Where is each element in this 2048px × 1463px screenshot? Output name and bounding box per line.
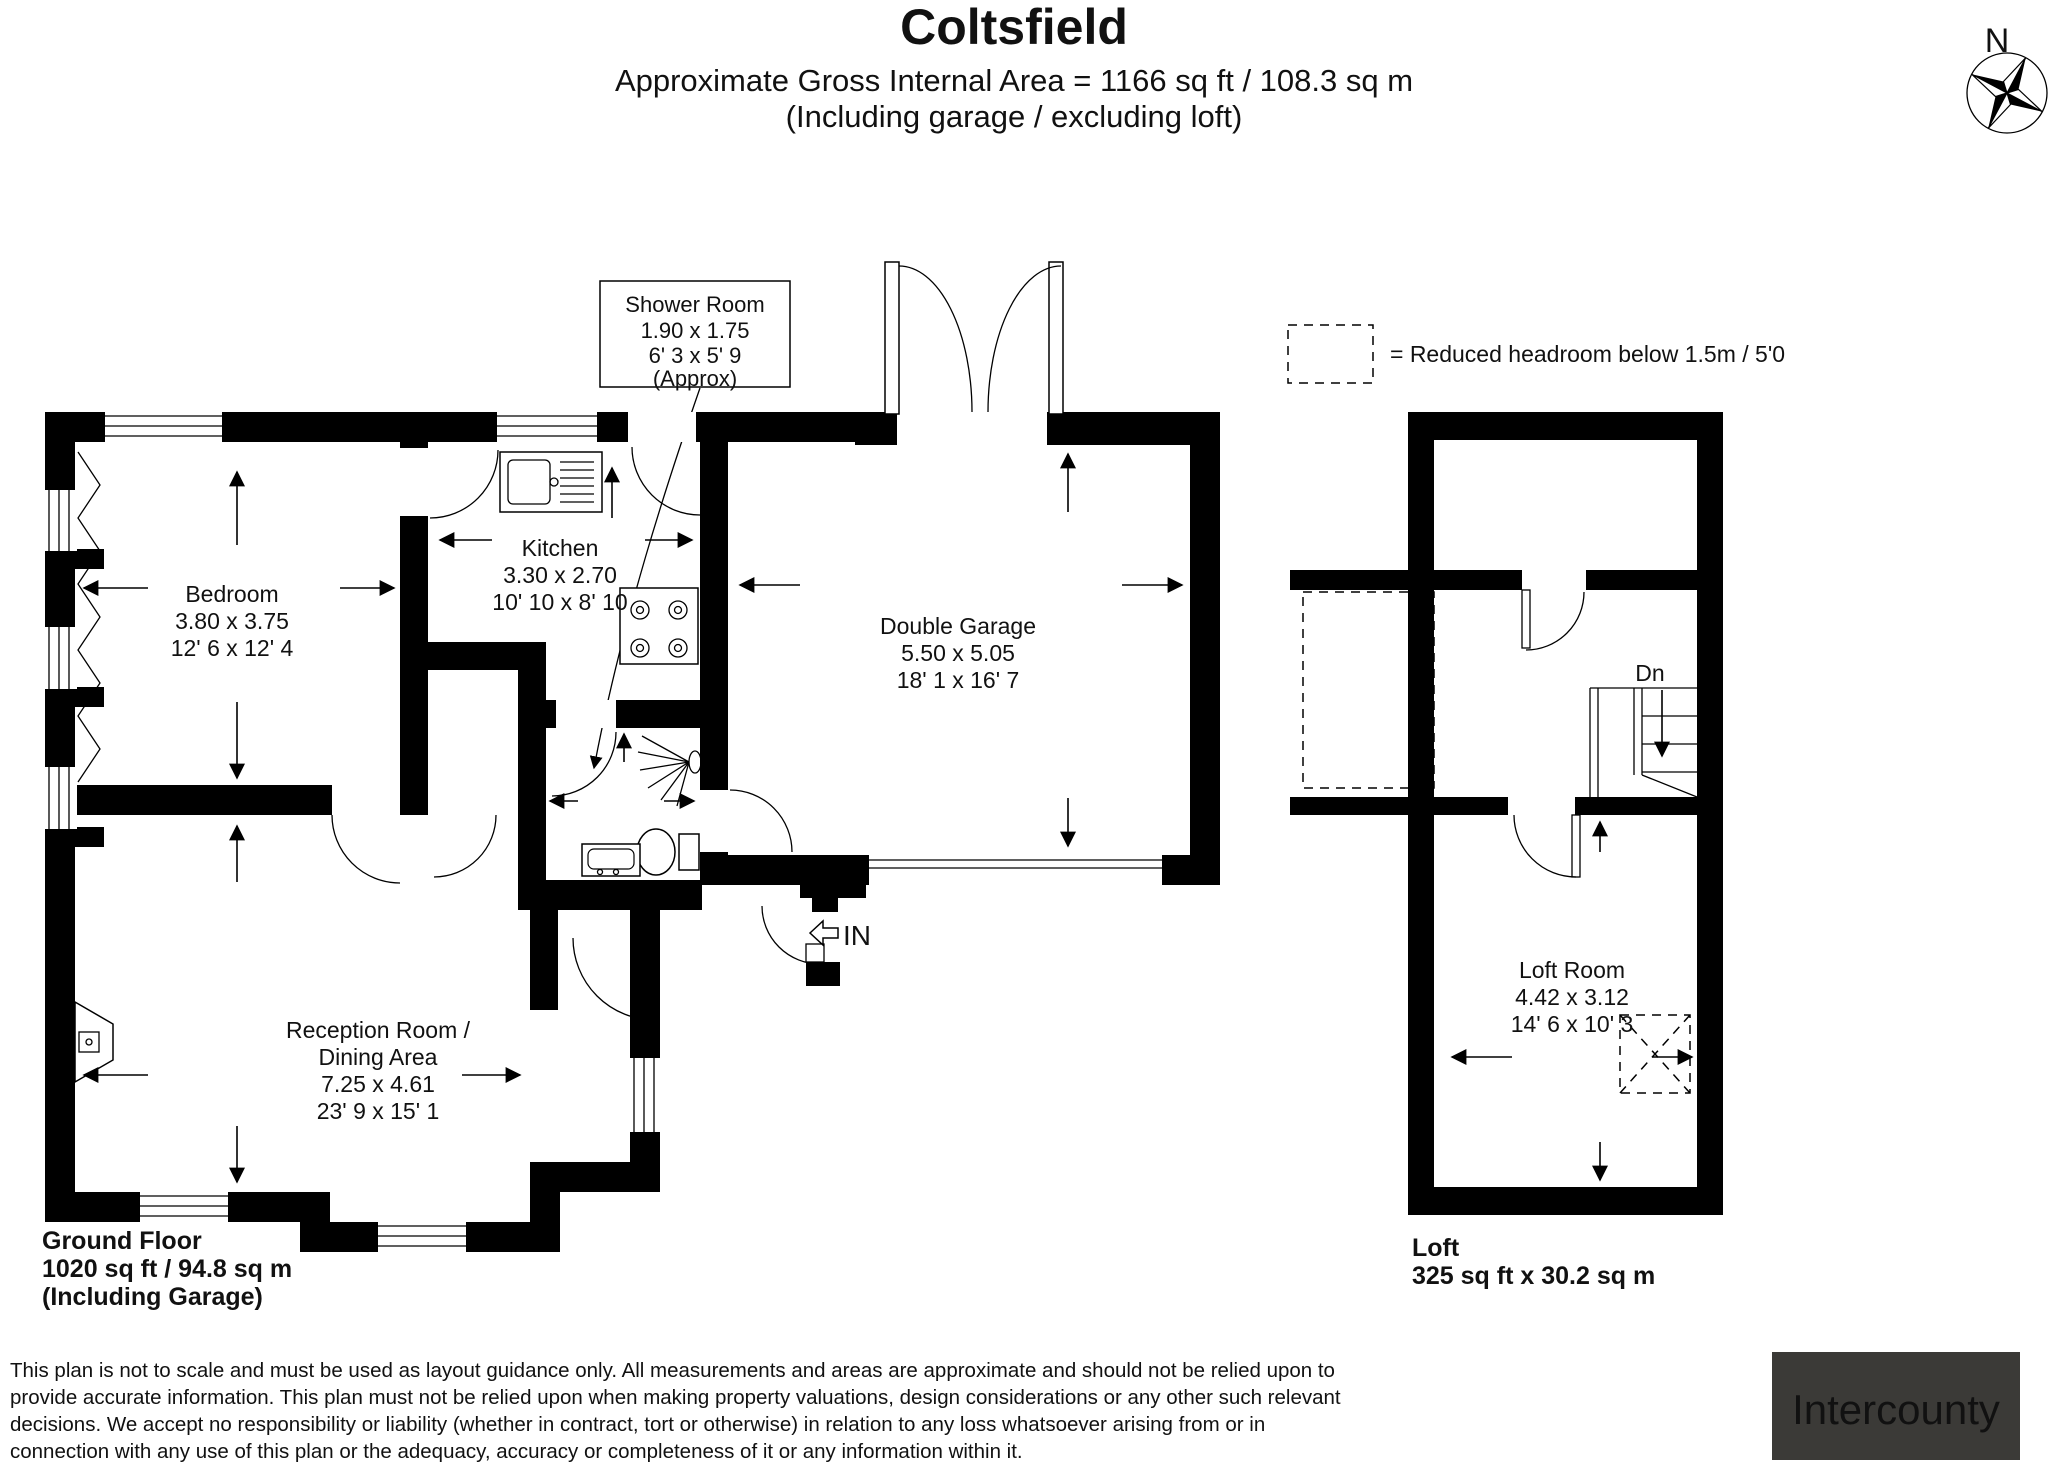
shower-room-callout (594, 281, 790, 768)
header (615, 0, 1413, 134)
legend-text: = Reduced headroom below 1.5m / 5'0 (1390, 341, 1785, 367)
wardrobe-zigzag (78, 452, 100, 782)
landing-door-arc (1526, 592, 1584, 650)
bedroom-door-arc (332, 815, 400, 883)
loft-walls (1290, 412, 1723, 1215)
garage-metric: 5.50 x 5.05 (901, 640, 1015, 666)
back-door-arc (632, 447, 700, 515)
loft-labels (1511, 957, 1634, 1037)
legend (1288, 325, 1785, 383)
compass-icon (1953, 22, 2048, 147)
callout-room-name: Shower Room (625, 292, 765, 317)
bedroom-label: Bedroom (185, 581, 279, 607)
loft-room-door-leaf (1572, 815, 1580, 877)
reception-label-2: Dining Area (318, 1044, 438, 1070)
callout-imperial: 6' 3 x 5' 9 (648, 343, 742, 368)
kitchen-metric: 3.30 x 2.70 (503, 562, 617, 588)
reception-imperial: 23' 9 x 15' 1 (316, 1098, 440, 1124)
page-note: (Including garage / excluding loft) (785, 99, 1243, 134)
compass-north-label: N (1984, 22, 2010, 60)
reception-metric: 7.25 x 4.61 (321, 1071, 435, 1097)
ground-floor-windows (43, 410, 1162, 1254)
loft-room-metric: 4.42 x 3.12 (1515, 984, 1629, 1010)
bedroom-metric: 3.80 x 3.75 (175, 608, 289, 634)
callout-approx: (Approx) (652, 366, 738, 391)
loft-title: Loft (1412, 1234, 1460, 1262)
ground-floor-note: (Including Garage) (42, 1283, 263, 1311)
kitchen-label: Kitchen (521, 535, 599, 561)
shower-room-door-arc (552, 732, 616, 796)
shower-icon (638, 736, 701, 806)
garage-door-arc (730, 790, 792, 852)
disclaimer-line-1: This plan is not to scale and must be used as layout guidance only. All measurements and areas are approximate and should not be relied upon to (10, 1359, 1335, 1382)
entrance-arrow-icon (810, 921, 838, 945)
loft-area: 325 sq ft x 30.2 sq m (1412, 1262, 1656, 1290)
floor-titles (42, 1227, 1655, 1311)
loft-room-label: Loft Room (1518, 957, 1626, 983)
front-door-leaf (806, 944, 824, 962)
ground-floor-labels (171, 535, 1036, 1124)
disclaimer-line-4: connection with any use of this plan or the adequacy, accuracy or completeness of it or any information within it. (10, 1440, 1023, 1463)
stairs-down-label: Dn (1635, 660, 1665, 686)
ground-floor-area: 1020 sq ft / 94.8 sq m (42, 1255, 293, 1283)
toilet-icon (637, 829, 699, 875)
bedroom-imperial: 12' 6 x 12' 4 (170, 635, 294, 661)
hall-door-arc (434, 815, 496, 877)
garage-leaf-left (885, 262, 899, 414)
loft-details (1303, 590, 1697, 1180)
ground-floor-title: Ground Floor (42, 1227, 202, 1255)
stairs-icon (1590, 688, 1697, 797)
reception-label-1: Reception Room / (285, 1017, 471, 1043)
page-title: Coltsfield (900, 0, 1128, 55)
loft-room-door-arc (1514, 815, 1576, 877)
legend-reduced-headroom-swatch (1288, 325, 1373, 383)
kitchen-imperial: 10' 10 x 8' 10 (492, 589, 628, 615)
logo-text: Intercounty (1792, 1386, 2000, 1433)
sink-icon (500, 452, 602, 512)
kitchen-door-arc (430, 450, 498, 518)
entrance-label: IN (843, 920, 871, 951)
agency-logo (1772, 1352, 2020, 1460)
garage-leaf-right (1049, 262, 1063, 414)
ground-floor-fixtures (75, 452, 701, 1082)
disclaimer-line-2: provide accurate information. This plan must not be relied upon when making property valuations, design considerations or any other such relevant (10, 1386, 1341, 1409)
garage-imperial: 18' 1 x 16' 7 (896, 667, 1020, 693)
basin-icon (582, 844, 640, 876)
page-subtitle: Approximate Gross Internal Area = 1166 sq ft / 108.3 sq m (614, 63, 1414, 98)
garage-label: Double Garage (880, 613, 1036, 639)
garage-double-door-arcs (899, 266, 1061, 412)
fireplace-icon (75, 1002, 113, 1082)
disclaimer-line-3: decisions. We accept no responsibility or liability (whether in contract, tort or otherwise) in relation to any loss whatsoever arising from or in (10, 1413, 1266, 1436)
callout-metric: 1.90 x 1.75 (640, 318, 750, 343)
hob-icon (620, 588, 698, 664)
loft-room-imperial: 14' 6 x 10' 3 (1510, 1011, 1634, 1037)
landing-door-leaf (1522, 590, 1530, 648)
disclaimer (10, 1359, 1341, 1463)
